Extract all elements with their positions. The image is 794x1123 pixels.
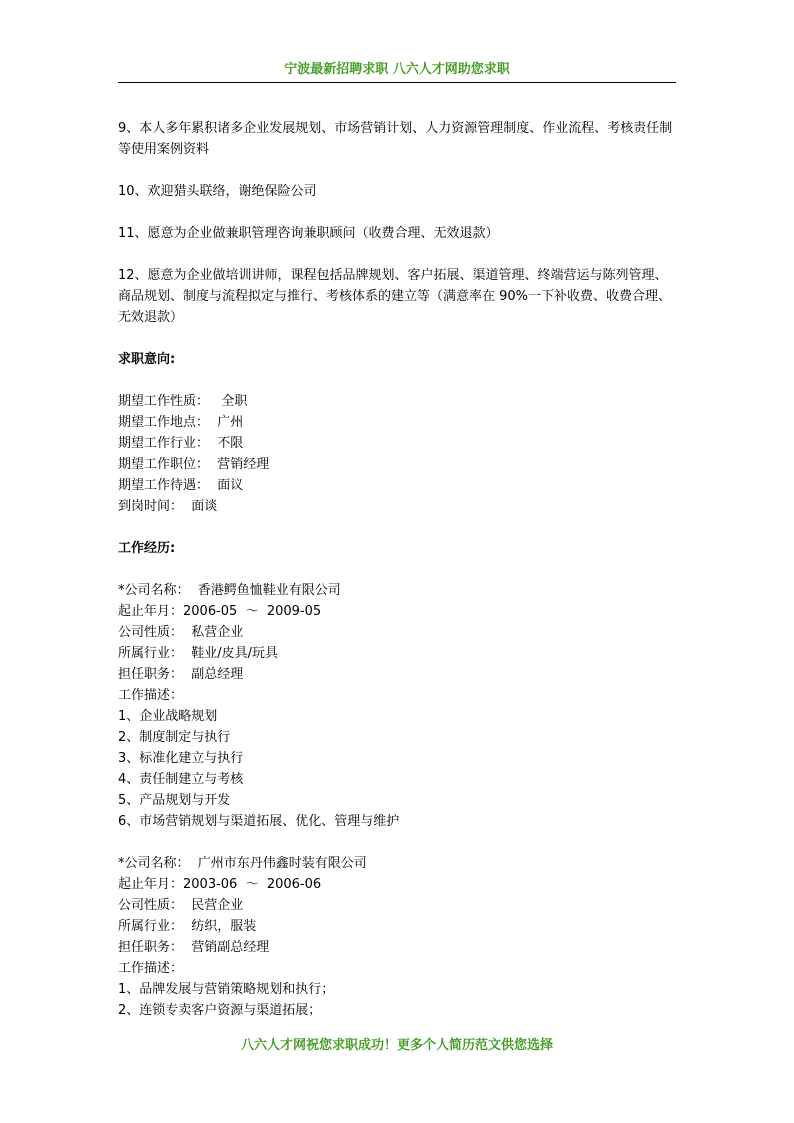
job-line: 1、品牌发展与营销策略规划和执行； [118, 982, 335, 997]
job-line: 4、责任制建立与考核 [118, 772, 244, 787]
item-12: 12、愿意为企业做培训讲师，课程包括品牌规划、客户拓展、渠道管理、终端营运与陈列管理、商品规划、制度与流程拟定与推行、考核体系的建立等（满意率在 90%一下补收费、收费合理、无效退款） [118, 268, 672, 325]
job-line: 工作描述： [118, 961, 184, 976]
job-line: 担任职务： 营销副总经理 [118, 940, 270, 955]
job-intent-list [118, 391, 678, 517]
job-line: 所属行业： 鞋业/皮具/玩具 [118, 646, 279, 661]
job-line: 公司性质： 私营企业 [118, 625, 244, 640]
job-line: 1、企业战略规划 [118, 709, 218, 724]
intent-line: 期望工作性质： 全职 [118, 394, 248, 409]
job-line: *公司名称： 香港鳄鱼恤鞋业有限公司 [118, 583, 341, 598]
job-line: 2、制度制定与执行 [118, 730, 231, 745]
intent-line: 期望工作职位： 营销经理 [118, 457, 270, 472]
intent-line: 到岗时间： 面谈 [118, 499, 218, 514]
job-line: *公司名称： 广州市东丹伟鑫时装有限公司 [118, 856, 367, 871]
item-10: 10、欢迎猎头联络，谢绝保险公司 [118, 184, 317, 199]
job-entry-1 [118, 580, 678, 832]
job-line: 公司性质： 民营企业 [118, 898, 244, 913]
page-footer: 八六人才网祝您求职成功！更多个人简历范文供您选择 [240, 1038, 553, 1053]
job-line: 2、连锁专卖客户资源与渠道拓展； [118, 1003, 322, 1018]
job-line: 工作描述： [118, 688, 184, 703]
intent-line: 期望工作行业： 不限 [118, 436, 244, 451]
work-experience-title: 工作经历: [118, 541, 176, 556]
job-line: 起止年月：2006-05 ～ 2009-05 [118, 604, 322, 619]
job-line: 担任职务： 副总经理 [118, 667, 244, 682]
resume-body [118, 118, 678, 1021]
job-line: 6、市场营销规划与渠道拓展、优化、管理与维护 [118, 814, 400, 829]
job-line: 起止年月：2003-06 ～ 2006-06 [118, 877, 322, 892]
page-header: 宁波最新招聘求职 八六人才网助您求职 [118, 58, 676, 83]
job-line: 5、产品规划与开发 [118, 793, 231, 808]
item-11: 11、愿意为企业做兼职管理咨询兼职顾问（收费合理、无效退款） [118, 226, 499, 241]
job-line: 所属行业： 纺织，服装 [118, 919, 257, 934]
job-intent-title: 求职意向: [118, 352, 176, 367]
job-line: 3、标准化建立与执行 [118, 751, 244, 766]
intent-line: 期望工作待遇： 面议 [118, 478, 244, 493]
intent-line: 期望工作地点： 广州 [118, 415, 244, 430]
item-9: 9、本人多年累积诸多企业发展规划、市场营销计划、人力资源管理制度、作业流程、考核责任制等使用案例资料 [118, 121, 673, 157]
job-entry-2 [118, 853, 678, 1021]
